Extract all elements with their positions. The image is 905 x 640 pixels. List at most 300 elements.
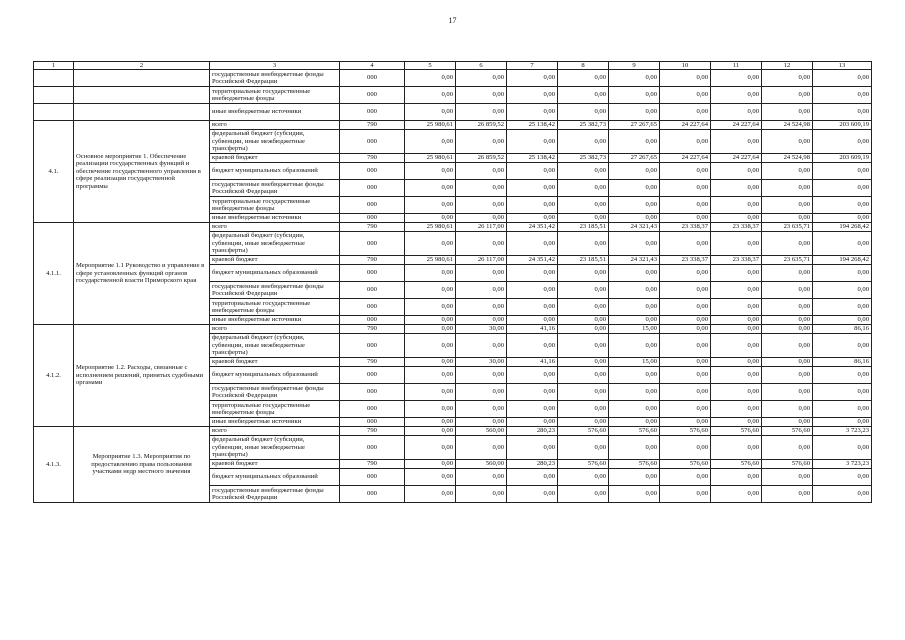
year-value: 0,00 bbox=[711, 334, 762, 358]
measure-name: Мероприятие 1.3. Мероприятия по предоставлению права пользования участками недр местного значения bbox=[74, 427, 210, 503]
funding-source: территориальные государственные внебюджетные фонды bbox=[210, 299, 340, 316]
year-value: 0,00 bbox=[762, 282, 813, 299]
total-value: 0,00 bbox=[813, 180, 872, 197]
year-value: 0,00 bbox=[762, 130, 813, 154]
year-value: 0,00 bbox=[609, 197, 660, 214]
year-value: 0,00 bbox=[507, 197, 558, 214]
year-value: 576,60 bbox=[558, 427, 609, 436]
year-value: 30,00 bbox=[456, 358, 507, 367]
year-value: 24 227,64 bbox=[711, 121, 762, 130]
total-value: 203 609,19 bbox=[813, 154, 872, 163]
year-value: 280,23 bbox=[507, 460, 558, 469]
year-value: 0,00 bbox=[507, 104, 558, 121]
item-number: 4.1. bbox=[34, 121, 74, 223]
budget-code: 000 bbox=[340, 401, 405, 418]
year-value: 0,00 bbox=[660, 214, 711, 223]
funding-source: территориальные государственные внебюджетные фонды bbox=[210, 197, 340, 214]
year-value: 0,00 bbox=[660, 367, 711, 384]
year-value: 0,00 bbox=[507, 418, 558, 427]
total-value: 0,00 bbox=[813, 436, 872, 460]
year-value: 0,00 bbox=[609, 104, 660, 121]
year-value: 0,00 bbox=[558, 401, 609, 418]
year-value: 0,00 bbox=[660, 486, 711, 503]
year-value: 0,00 bbox=[660, 316, 711, 325]
year-value: 0,00 bbox=[609, 265, 660, 282]
year-value: 23 635,71 bbox=[762, 256, 813, 265]
year-value: 23 635,71 bbox=[762, 223, 813, 232]
year-value: 0,00 bbox=[405, 358, 456, 367]
total-value: 0,00 bbox=[813, 384, 872, 401]
year-value: 0,00 bbox=[558, 384, 609, 401]
year-value: 0,00 bbox=[558, 87, 609, 104]
year-value: 0,00 bbox=[558, 163, 609, 180]
year-value: 576,60 bbox=[609, 427, 660, 436]
total-value: 0,00 bbox=[813, 214, 872, 223]
year-value: 576,60 bbox=[711, 427, 762, 436]
funding-source: государственные внебюджетные фонды Российской Федерации bbox=[210, 384, 340, 401]
table-row bbox=[34, 104, 872, 121]
year-value: 0,00 bbox=[609, 87, 660, 104]
year-value: 0,00 bbox=[405, 299, 456, 316]
year-value: 0,00 bbox=[762, 180, 813, 197]
funding-source: государственные внебюджетные фонды Российской Федерации bbox=[210, 282, 340, 299]
budget-code: 790 bbox=[340, 358, 405, 367]
year-value: 0,00 bbox=[660, 358, 711, 367]
year-value: 24 227,64 bbox=[660, 121, 711, 130]
table-row bbox=[34, 223, 872, 232]
year-value: 0,00 bbox=[456, 401, 507, 418]
year-value: 25 980,61 bbox=[405, 256, 456, 265]
column-number-11: 11 bbox=[711, 62, 762, 70]
funding-source: краевой бюджет bbox=[210, 256, 340, 265]
total-value: 0,00 bbox=[813, 130, 872, 154]
year-value: 0,00 bbox=[660, 130, 711, 154]
year-value: 30,00 bbox=[456, 325, 507, 334]
year-value: 0,00 bbox=[507, 469, 558, 486]
funding-source: территориальные государственные внебюджетные фонды bbox=[210, 401, 340, 418]
year-value: 0,00 bbox=[660, 401, 711, 418]
year-value: 0,00 bbox=[660, 232, 711, 256]
year-value: 0,00 bbox=[660, 436, 711, 460]
budget-code: 000 bbox=[340, 104, 405, 121]
budget-table bbox=[33, 61, 872, 503]
total-value: 86,16 bbox=[813, 358, 872, 367]
year-value: 25 980,61 bbox=[405, 121, 456, 130]
year-value: 0,00 bbox=[711, 469, 762, 486]
year-value: 0,00 bbox=[405, 334, 456, 358]
budget-code: 000 bbox=[340, 384, 405, 401]
year-value: 0,00 bbox=[762, 299, 813, 316]
budget-code: 790 bbox=[340, 427, 405, 436]
year-value: 0,00 bbox=[558, 418, 609, 427]
year-value: 0,00 bbox=[456, 197, 507, 214]
year-value: 15,00 bbox=[609, 358, 660, 367]
year-value: 576,60 bbox=[609, 460, 660, 469]
budget-code: 790 bbox=[340, 460, 405, 469]
budget-code: 790 bbox=[340, 325, 405, 334]
year-value: 0,00 bbox=[456, 316, 507, 325]
year-value: 0,00 bbox=[609, 214, 660, 223]
year-value: 0,00 bbox=[507, 334, 558, 358]
year-value: 0,00 bbox=[660, 418, 711, 427]
year-value: 0,00 bbox=[609, 316, 660, 325]
year-value: 25 382,73 bbox=[558, 121, 609, 130]
year-value: 0,00 bbox=[762, 163, 813, 180]
year-value: 41,16 bbox=[507, 358, 558, 367]
column-number-13: 13 bbox=[813, 62, 872, 70]
year-value: 0,00 bbox=[762, 384, 813, 401]
year-value: 0,00 bbox=[711, 197, 762, 214]
year-value: 576,60 bbox=[558, 460, 609, 469]
budget-code: 000 bbox=[340, 163, 405, 180]
year-value: 0,00 bbox=[405, 460, 456, 469]
budget-code: 790 bbox=[340, 121, 405, 130]
year-value: 0,00 bbox=[660, 325, 711, 334]
year-value: 576,60 bbox=[762, 427, 813, 436]
year-value: 0,00 bbox=[660, 180, 711, 197]
year-value: 0,00 bbox=[405, 163, 456, 180]
year-value: 15,00 bbox=[609, 325, 660, 334]
table-row bbox=[34, 70, 872, 87]
year-value: 0,00 bbox=[405, 486, 456, 503]
year-value: 0,00 bbox=[456, 87, 507, 104]
year-value: 0,00 bbox=[762, 436, 813, 460]
year-value: 0,00 bbox=[660, 384, 711, 401]
column-number-7: 7 bbox=[507, 62, 558, 70]
total-value: 0,00 bbox=[813, 334, 872, 358]
total-value: 0,00 bbox=[813, 70, 872, 87]
total-value: 0,00 bbox=[813, 197, 872, 214]
year-value: 0,00 bbox=[405, 427, 456, 436]
budget-code: 000 bbox=[340, 316, 405, 325]
funding-source: краевой бюджет bbox=[210, 358, 340, 367]
year-value: 0,00 bbox=[558, 469, 609, 486]
year-value: 0,00 bbox=[762, 316, 813, 325]
total-value: 86,16 bbox=[813, 325, 872, 334]
year-value: 0,00 bbox=[558, 316, 609, 325]
year-value: 0,00 bbox=[507, 367, 558, 384]
item-number: 4.1.2. bbox=[34, 325, 74, 427]
year-value: 0,00 bbox=[711, 384, 762, 401]
funding-source: всего bbox=[210, 121, 340, 130]
year-value: 0,00 bbox=[405, 70, 456, 87]
column-number-12: 12 bbox=[762, 62, 813, 70]
column-number-5: 5 bbox=[405, 62, 456, 70]
year-value: 0,00 bbox=[558, 214, 609, 223]
year-value: 0,00 bbox=[456, 214, 507, 223]
year-value: 24 351,42 bbox=[507, 223, 558, 232]
year-value: 24 227,64 bbox=[660, 154, 711, 163]
year-value: 25 980,61 bbox=[405, 154, 456, 163]
total-value: 3 723,23 bbox=[813, 460, 872, 469]
year-value: 0,00 bbox=[456, 282, 507, 299]
year-value: 0,00 bbox=[456, 265, 507, 282]
budget-code: 000 bbox=[340, 232, 405, 256]
year-value: 0,00 bbox=[456, 469, 507, 486]
funding-source: государственные внебюджетные фонды Российской Федерации bbox=[210, 180, 340, 197]
funding-source: краевой бюджет bbox=[210, 154, 340, 163]
year-value: 0,00 bbox=[711, 70, 762, 87]
year-value: 24 227,64 bbox=[711, 154, 762, 163]
year-value: 0,00 bbox=[762, 418, 813, 427]
table-row bbox=[34, 121, 872, 130]
table-row bbox=[34, 325, 872, 334]
year-value: 26 859,52 bbox=[456, 154, 507, 163]
budget-code: 000 bbox=[340, 418, 405, 427]
year-value: 0,00 bbox=[507, 180, 558, 197]
year-value: 280,23 bbox=[507, 427, 558, 436]
year-value: 0,00 bbox=[405, 367, 456, 384]
funding-source: всего bbox=[210, 427, 340, 436]
year-value: 0,00 bbox=[609, 418, 660, 427]
column-number-9: 9 bbox=[609, 62, 660, 70]
year-value: 26 859,52 bbox=[456, 121, 507, 130]
year-value: 0,00 bbox=[711, 418, 762, 427]
total-value: 0,00 bbox=[813, 418, 872, 427]
year-value: 0,00 bbox=[558, 334, 609, 358]
total-value: 203 609,19 bbox=[813, 121, 872, 130]
year-value: 0,00 bbox=[507, 486, 558, 503]
budget-code: 000 bbox=[340, 436, 405, 460]
year-value: 0,00 bbox=[660, 469, 711, 486]
year-value: 27 267,65 bbox=[609, 154, 660, 163]
year-value: 0,00 bbox=[762, 197, 813, 214]
year-value: 0,00 bbox=[456, 104, 507, 121]
year-value: 0,00 bbox=[609, 367, 660, 384]
total-value: 0,00 bbox=[813, 367, 872, 384]
year-value: 0,00 bbox=[711, 358, 762, 367]
total-value: 0,00 bbox=[813, 163, 872, 180]
measure-name: Мероприятие 1.2. Расходы, связанные с исполнением решений, принятых судебными органами bbox=[74, 325, 210, 427]
budget-code: 790 bbox=[340, 154, 405, 163]
year-value: 0,00 bbox=[711, 299, 762, 316]
year-value: 0,00 bbox=[558, 180, 609, 197]
year-value: 0,00 bbox=[405, 214, 456, 223]
total-value: 3 723,23 bbox=[813, 427, 872, 436]
year-value: 0,00 bbox=[405, 384, 456, 401]
column-number-8: 8 bbox=[558, 62, 609, 70]
year-value: 0,00 bbox=[558, 358, 609, 367]
column-number-row bbox=[34, 62, 872, 70]
year-value: 0,00 bbox=[762, 469, 813, 486]
year-value: 560,00 bbox=[456, 460, 507, 469]
year-value: 0,00 bbox=[405, 197, 456, 214]
year-value: 0,00 bbox=[507, 70, 558, 87]
year-value: 0,00 bbox=[507, 384, 558, 401]
measure-name bbox=[74, 70, 210, 87]
year-value: 0,00 bbox=[762, 367, 813, 384]
year-value: 0,00 bbox=[711, 265, 762, 282]
column-number-10: 10 bbox=[660, 62, 711, 70]
year-value: 0,00 bbox=[456, 436, 507, 460]
year-value: 0,00 bbox=[711, 316, 762, 325]
year-value: 0,00 bbox=[507, 87, 558, 104]
total-value: 194 268,42 bbox=[813, 223, 872, 232]
year-value: 0,00 bbox=[405, 401, 456, 418]
year-value: 0,00 bbox=[660, 265, 711, 282]
year-value: 0,00 bbox=[507, 214, 558, 223]
year-value: 0,00 bbox=[558, 486, 609, 503]
budget-code: 000 bbox=[340, 334, 405, 358]
funding-source: иные внебюджетные источники bbox=[210, 316, 340, 325]
year-value: 25 138,42 bbox=[507, 154, 558, 163]
funding-source: государственные внебюджетные фонды Российской Федерации bbox=[210, 70, 340, 87]
year-value: 0,00 bbox=[762, 334, 813, 358]
year-value: 0,00 bbox=[762, 358, 813, 367]
year-value: 0,00 bbox=[711, 87, 762, 104]
year-value: 0,00 bbox=[507, 282, 558, 299]
year-value: 0,00 bbox=[456, 130, 507, 154]
column-number-2: 2 bbox=[74, 62, 210, 70]
year-value: 0,00 bbox=[762, 70, 813, 87]
year-value: 0,00 bbox=[405, 325, 456, 334]
year-value: 0,00 bbox=[609, 384, 660, 401]
year-value: 25 382,73 bbox=[558, 154, 609, 163]
year-value: 0,00 bbox=[405, 180, 456, 197]
measure-name: Основное мероприятие 1. Обеспечение реализации государственных функций и обеспечение государственного управления в сфере реализации государственной программы bbox=[74, 121, 210, 223]
budget-code: 000 bbox=[340, 265, 405, 282]
year-value: 0,00 bbox=[456, 367, 507, 384]
year-value: 23 338,37 bbox=[660, 223, 711, 232]
year-value: 0,00 bbox=[609, 130, 660, 154]
table-row bbox=[34, 427, 872, 436]
year-value: 0,00 bbox=[762, 401, 813, 418]
year-value: 27 267,65 bbox=[609, 121, 660, 130]
year-value: 0,00 bbox=[405, 265, 456, 282]
year-value: 0,00 bbox=[405, 232, 456, 256]
year-value: 0,00 bbox=[762, 214, 813, 223]
year-value: 25 980,61 bbox=[405, 223, 456, 232]
funding-source: иные внебюджетные источники bbox=[210, 104, 340, 121]
year-value: 0,00 bbox=[405, 104, 456, 121]
column-number-3: 3 bbox=[210, 62, 340, 70]
column-number-1: 1 bbox=[34, 62, 74, 70]
year-value: 0,00 bbox=[609, 436, 660, 460]
year-value: 576,60 bbox=[711, 460, 762, 469]
year-value: 0,00 bbox=[609, 401, 660, 418]
budget-code: 000 bbox=[340, 299, 405, 316]
measure-name bbox=[74, 104, 210, 121]
funding-source: федеральный бюджет (субсидии, субвенции, иные межбюджетные трансферты) bbox=[210, 232, 340, 256]
year-value: 0,00 bbox=[660, 197, 711, 214]
year-value: 0,00 bbox=[711, 214, 762, 223]
year-value: 0,00 bbox=[507, 401, 558, 418]
budget-code: 000 bbox=[340, 87, 405, 104]
total-value: 0,00 bbox=[813, 316, 872, 325]
year-value: 576,60 bbox=[660, 460, 711, 469]
year-value: 0,00 bbox=[456, 486, 507, 503]
total-value: 0,00 bbox=[813, 232, 872, 256]
year-value: 26 117,00 bbox=[456, 223, 507, 232]
year-value: 0,00 bbox=[609, 70, 660, 87]
year-value: 24 321,43 bbox=[609, 223, 660, 232]
year-value: 0,00 bbox=[660, 334, 711, 358]
year-value: 0,00 bbox=[456, 232, 507, 256]
year-value: 0,00 bbox=[507, 265, 558, 282]
year-value: 0,00 bbox=[711, 104, 762, 121]
year-value: 23 185,51 bbox=[558, 223, 609, 232]
year-value: 0,00 bbox=[558, 232, 609, 256]
year-value: 23 338,37 bbox=[711, 256, 762, 265]
year-value: 0,00 bbox=[507, 299, 558, 316]
year-value: 0,00 bbox=[558, 299, 609, 316]
funding-source: федеральный бюджет (субсидии, субвенции, иные межбюджетные трансферты) bbox=[210, 130, 340, 154]
year-value: 0,00 bbox=[405, 87, 456, 104]
funding-source: территориальные государственные внебюджетные фонды bbox=[210, 87, 340, 104]
year-value: 24 321,43 bbox=[609, 256, 660, 265]
budget-code: 000 bbox=[340, 486, 405, 503]
year-value: 24 524,98 bbox=[762, 121, 813, 130]
year-value: 0,00 bbox=[711, 232, 762, 256]
year-value: 0,00 bbox=[609, 232, 660, 256]
year-value: 0,00 bbox=[507, 163, 558, 180]
budget-code: 790 bbox=[340, 223, 405, 232]
funding-source: федеральный бюджет (субсидии, субвенции, иные межбюджетные трансферты) bbox=[210, 436, 340, 460]
year-value: 560,00 bbox=[456, 427, 507, 436]
table-body bbox=[34, 70, 872, 503]
funding-source: всего bbox=[210, 223, 340, 232]
measure-name bbox=[74, 87, 210, 104]
funding-source: бюджет муниципальных образований bbox=[210, 163, 340, 180]
budget-code: 000 bbox=[340, 367, 405, 384]
year-value: 0,00 bbox=[456, 180, 507, 197]
year-value: 0,00 bbox=[762, 325, 813, 334]
year-value: 24 351,42 bbox=[507, 256, 558, 265]
year-value: 0,00 bbox=[711, 180, 762, 197]
total-value: 0,00 bbox=[813, 469, 872, 486]
year-value: 0,00 bbox=[456, 418, 507, 427]
year-value: 0,00 bbox=[405, 316, 456, 325]
budget-code: 000 bbox=[340, 180, 405, 197]
funding-source: иные внебюджетные источники bbox=[210, 214, 340, 223]
year-value: 0,00 bbox=[456, 70, 507, 87]
year-value: 0,00 bbox=[456, 384, 507, 401]
total-value: 0,00 bbox=[813, 87, 872, 104]
year-value: 0,00 bbox=[507, 130, 558, 154]
year-value: 0,00 bbox=[762, 232, 813, 256]
measure-name: Мероприятие 1.1 Руководство и управление в сфере установленных функций органов государственной власти Приморского края bbox=[74, 223, 210, 325]
year-value: 0,00 bbox=[711, 436, 762, 460]
year-value: 0,00 bbox=[609, 469, 660, 486]
funding-source: федеральный бюджет (субсидии, субвенции, иные межбюджетные трансферты) bbox=[210, 334, 340, 358]
year-value: 25 138,42 bbox=[507, 121, 558, 130]
year-value: 0,00 bbox=[660, 282, 711, 299]
year-value: 0,00 bbox=[558, 265, 609, 282]
funding-source: краевой бюджет bbox=[210, 460, 340, 469]
total-value: 0,00 bbox=[813, 265, 872, 282]
total-value: 194 268,42 bbox=[813, 256, 872, 265]
funding-source: бюджет муниципальных образований bbox=[210, 469, 340, 486]
year-value: 0,00 bbox=[609, 334, 660, 358]
budget-code: 000 bbox=[340, 70, 405, 87]
year-value: 0,00 bbox=[609, 163, 660, 180]
funding-source: бюджет муниципальных образований bbox=[210, 265, 340, 282]
year-value: 0,00 bbox=[711, 130, 762, 154]
year-value: 0,00 bbox=[405, 418, 456, 427]
year-value: 0,00 bbox=[405, 130, 456, 154]
table-row bbox=[34, 87, 872, 104]
year-value: 0,00 bbox=[660, 163, 711, 180]
funding-source: государственные внебюджетные фонды Российской Федерации bbox=[210, 486, 340, 503]
total-value: 0,00 bbox=[813, 282, 872, 299]
item-number bbox=[34, 70, 74, 87]
year-value: 0,00 bbox=[711, 401, 762, 418]
year-value: 0,00 bbox=[711, 486, 762, 503]
table-header bbox=[34, 62, 872, 70]
year-value: 0,00 bbox=[762, 104, 813, 121]
year-value: 0,00 bbox=[762, 265, 813, 282]
year-value: 23 338,37 bbox=[711, 223, 762, 232]
